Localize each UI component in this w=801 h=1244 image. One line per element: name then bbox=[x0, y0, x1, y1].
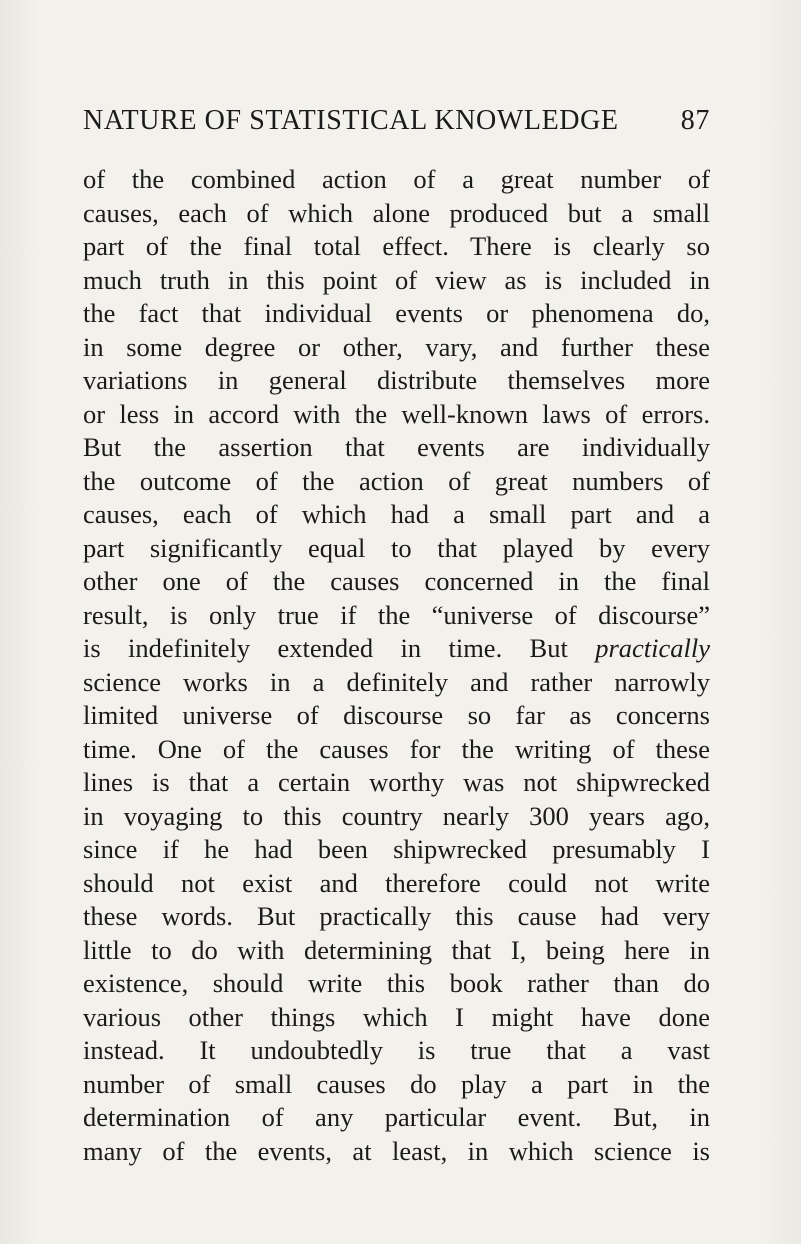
text-line: time. One of the causes for the writing of these bbox=[83, 733, 710, 764]
text-line: variations in general distribute themselves more bbox=[83, 365, 710, 395]
text-line: should not exist and therefore could not write bbox=[83, 867, 710, 898]
text-line: little to do with determining that I, being here in bbox=[83, 934, 710, 965]
body-text bbox=[83, 163, 710, 1168]
text-line: science works in a definitely and rather narrowly bbox=[83, 666, 710, 697]
text-line: or less in accord with the well-known laws of errors. bbox=[83, 398, 710, 429]
text-line: number of small causes do play a part in the bbox=[83, 1068, 710, 1099]
text-line: in voyaging to this country nearly 300 years ago, bbox=[83, 800, 710, 831]
text-line: the outcome of the action of great numbers of bbox=[83, 465, 710, 496]
running-head bbox=[83, 101, 710, 141]
text-segment: is indefinitely extended in time. But bbox=[83, 633, 596, 663]
text-line: instead. It undoubtedly is true that a vast bbox=[83, 1035, 710, 1065]
text-line: the fact that individual events or phenomena do, bbox=[83, 298, 710, 328]
text-line: existence, should write this book rather than do bbox=[83, 968, 710, 998]
text-line: causes, each of which alone produced but a small bbox=[83, 197, 710, 228]
text-line: part of the final total effect. There is clearly so bbox=[83, 231, 710, 261]
page-number: 87 bbox=[680, 105, 710, 136]
text-line: But the assertion that events are individually bbox=[83, 432, 710, 462]
text-line: lines is that a certain worthy was not shipwrecked bbox=[83, 767, 710, 797]
text-line: various other things which I might have done bbox=[83, 1001, 710, 1032]
running-head-title: NATURE OF STATISTICAL KNOWLEDGE bbox=[83, 105, 619, 136]
text-line-with-italic bbox=[83, 632, 710, 666]
text-line: these words. But practically this cause had very bbox=[83, 901, 710, 931]
text-line: of the combined action of a great number of bbox=[83, 164, 710, 194]
text-line: limited universe of discourse so far as concerns bbox=[83, 700, 710, 730]
text-line: determination of any particular event. But, in bbox=[83, 1102, 710, 1132]
text-line: in some degree or other, vary, and further these bbox=[83, 331, 710, 362]
italic-word: practically bbox=[595, 633, 710, 663]
text-line: part significantly equal to that played by every bbox=[83, 532, 710, 563]
text-line: many of the events, at least, in which science is bbox=[83, 1135, 710, 1166]
text-line: other one of the causes concerned in the final bbox=[83, 566, 710, 596]
text-line: causes, each of which had a small part and a bbox=[83, 499, 710, 529]
text-line: result, is only true if the “universe of discourse” bbox=[83, 599, 710, 630]
text-line: since if he had been shipwrecked presumably I bbox=[83, 834, 710, 864]
text-line: much truth in this point of view as is included in bbox=[83, 264, 710, 295]
